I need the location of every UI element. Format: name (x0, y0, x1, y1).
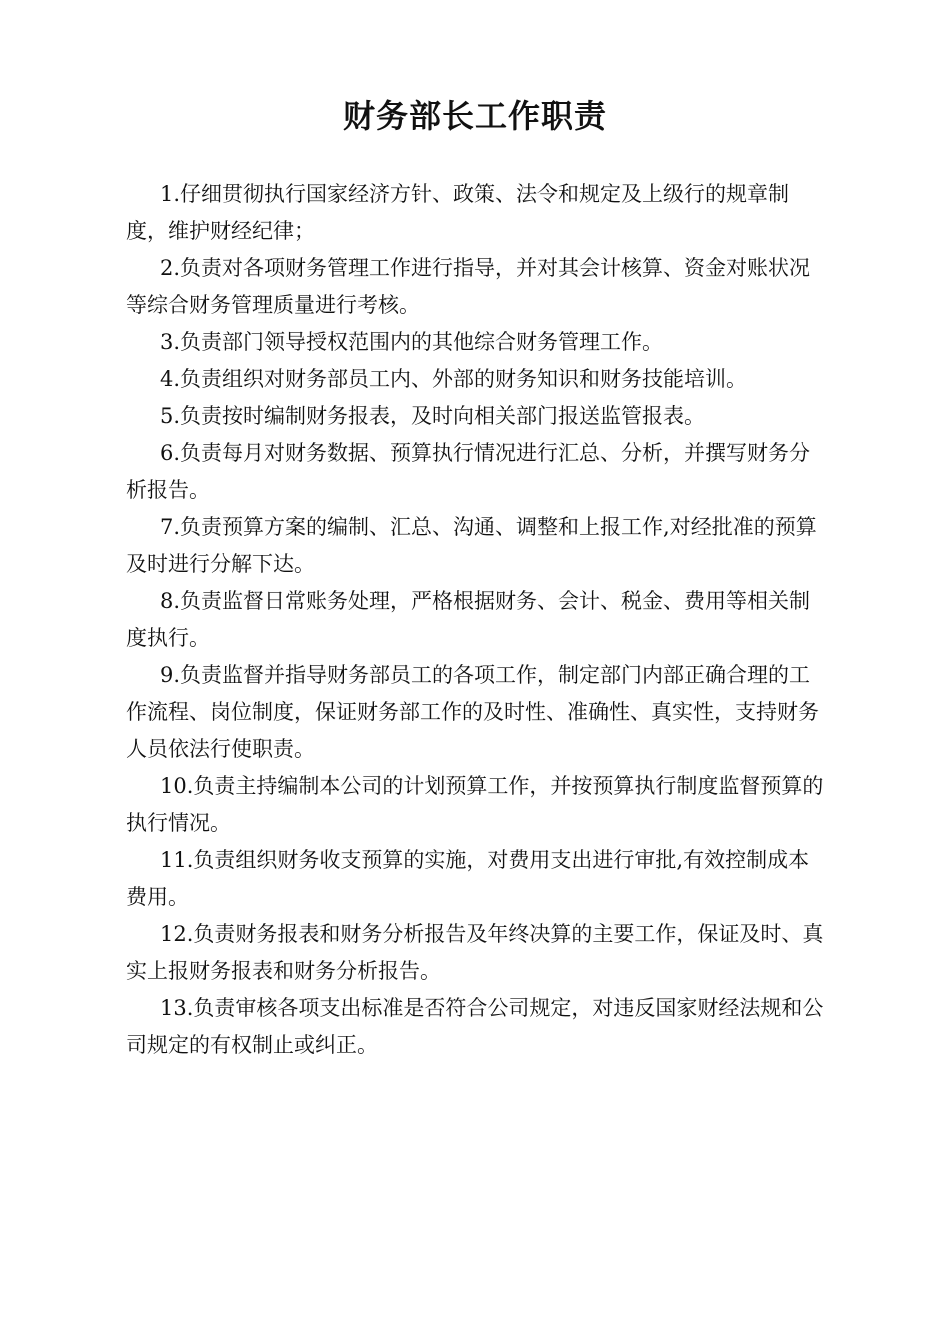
duty-item-11: 11.负责组织财务收支预算的实施，对费用支出进行审批,有效控制成本费用。 (126, 848, 810, 909)
document-title: 财务部长工作职责 (342, 97, 607, 135)
duty-item-5: 5.负责按时编制财务报表，及时向相关部门报送监管报表。 (160, 404, 706, 428)
duty-item-3: 3.负责部门领导授权范围内的其他综合财务管理工作。 (160, 330, 664, 354)
duty-item-1: 1.仔细贯彻执行国家经济方针、政策、法令和规定及上级行的规章制度，维护财经纪律； (126, 182, 790, 243)
duty-item-7: 7.负责预算方案的编制、汇总、沟通、调整和上报工作,对经批准的预算及时进行分解下达。 (126, 515, 817, 576)
duty-item-10: 10.负责主持编制本公司的计划预算工作，并按预算执行制度监督预算的执行情况。 (126, 774, 824, 835)
duty-item-13: 13.负责审核各项支出标准是否符合公司规定，对违反国家财经法规和公司规定的有权制止或纠正。 (126, 996, 824, 1057)
duty-item-12: 12.负责财务报表和财务分析报告及年终决算的主要工作，保证及时、真实上报财务报表和财务分析报告。 (126, 922, 824, 983)
duty-list (126, 176, 828, 1064)
duty-item-2: 2.负责对各项财务管理工作进行指导，并对其会计核算、资金对账状况等综合财务管理质量进行考核。 (126, 256, 811, 317)
duty-item-8: 8.负责监督日常账务处理，严格根据财务、会计、税金、费用等相关制度执行。 (126, 589, 811, 650)
duty-item-4: 4.负责组织对财务部员工内、外部的财务知识和财务技能培训。 (160, 367, 748, 391)
duty-item-9: 9.负责监督并指导财务部员工的各项工作，制定部门内部正确合理的工作流程、岗位制度，保证财务部工作的及时性、准确性、真实性，支持财务人员依法行使职责。 (126, 663, 819, 761)
duty-item-6: 6.负责每月对财务数据、预算执行情况进行汇总、分析，并撰写财务分析报告。 (126, 441, 811, 502)
